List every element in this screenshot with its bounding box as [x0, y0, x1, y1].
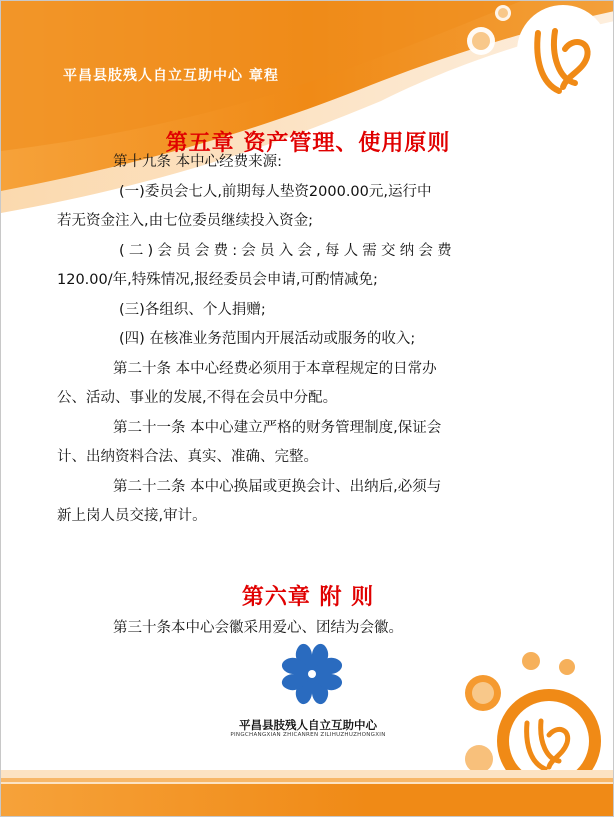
- article-19-item-2-cont: 120.00/年,特殊情况,报经委员会申请,可酌情减免;: [57, 272, 378, 288]
- chapter-5-body: [57, 148, 567, 532]
- article-19-item-2: (二)会员会费:会员入会,每人需交纳会费: [119, 242, 456, 259]
- article-20-cont: 公、活动、事业的发展,不得在会员中分配。: [57, 390, 338, 406]
- article-21-cont: 计、出纳资料合法、真实、准确、完整。: [57, 449, 318, 465]
- org-name: 平昌县肢残人自立互助中心: [239, 718, 377, 732]
- heart-logo-icon: [463, 1, 613, 121]
- bottom-orange-band: [1, 756, 614, 816]
- org-pinyin: PINGCHANGXIAN ZHICANREN ZILIHUZHUZHONGXIN: [230, 732, 386, 738]
- article-19-heading: 第十九条 本中心经费来源:: [113, 154, 282, 170]
- chapter-6-title: 第六章 附 则: [241, 584, 375, 610]
- emblem-icon: [269, 638, 355, 710]
- article-19-item-3: (三)各组织、个人捐赠;: [119, 301, 266, 318]
- article-19-item-1: (一)委员会七人,前期每人垫资2000.00元,运行中: [119, 183, 432, 200]
- article-22-cont: 新上岗人员交接,审计。: [57, 508, 207, 524]
- header-title: 平昌县肢残人自立互助中心 章程: [63, 68, 279, 84]
- chapter-5-title: 第五章 资产管理、使用原则: [165, 130, 451, 156]
- article-21: 第二十一条 本中心建立严格的财务管理制度,保证会: [113, 419, 442, 436]
- article-19-item-4: (四) 在核准业务范围内开展活动或服务的收入;: [119, 331, 416, 347]
- article-22: 第二十二条 本中心换届或更换会计、出纳后,必须与: [113, 478, 442, 495]
- article-20: 第二十条 本中心经费必须用于本章程规定的日常办: [113, 360, 437, 377]
- article-30: 第三十条本中心会徽采用爱心、团结为会徽。: [113, 619, 403, 636]
- article-19-item-1-cont: 若无资金注入,由七位委员继续投入资金;: [57, 213, 313, 229]
